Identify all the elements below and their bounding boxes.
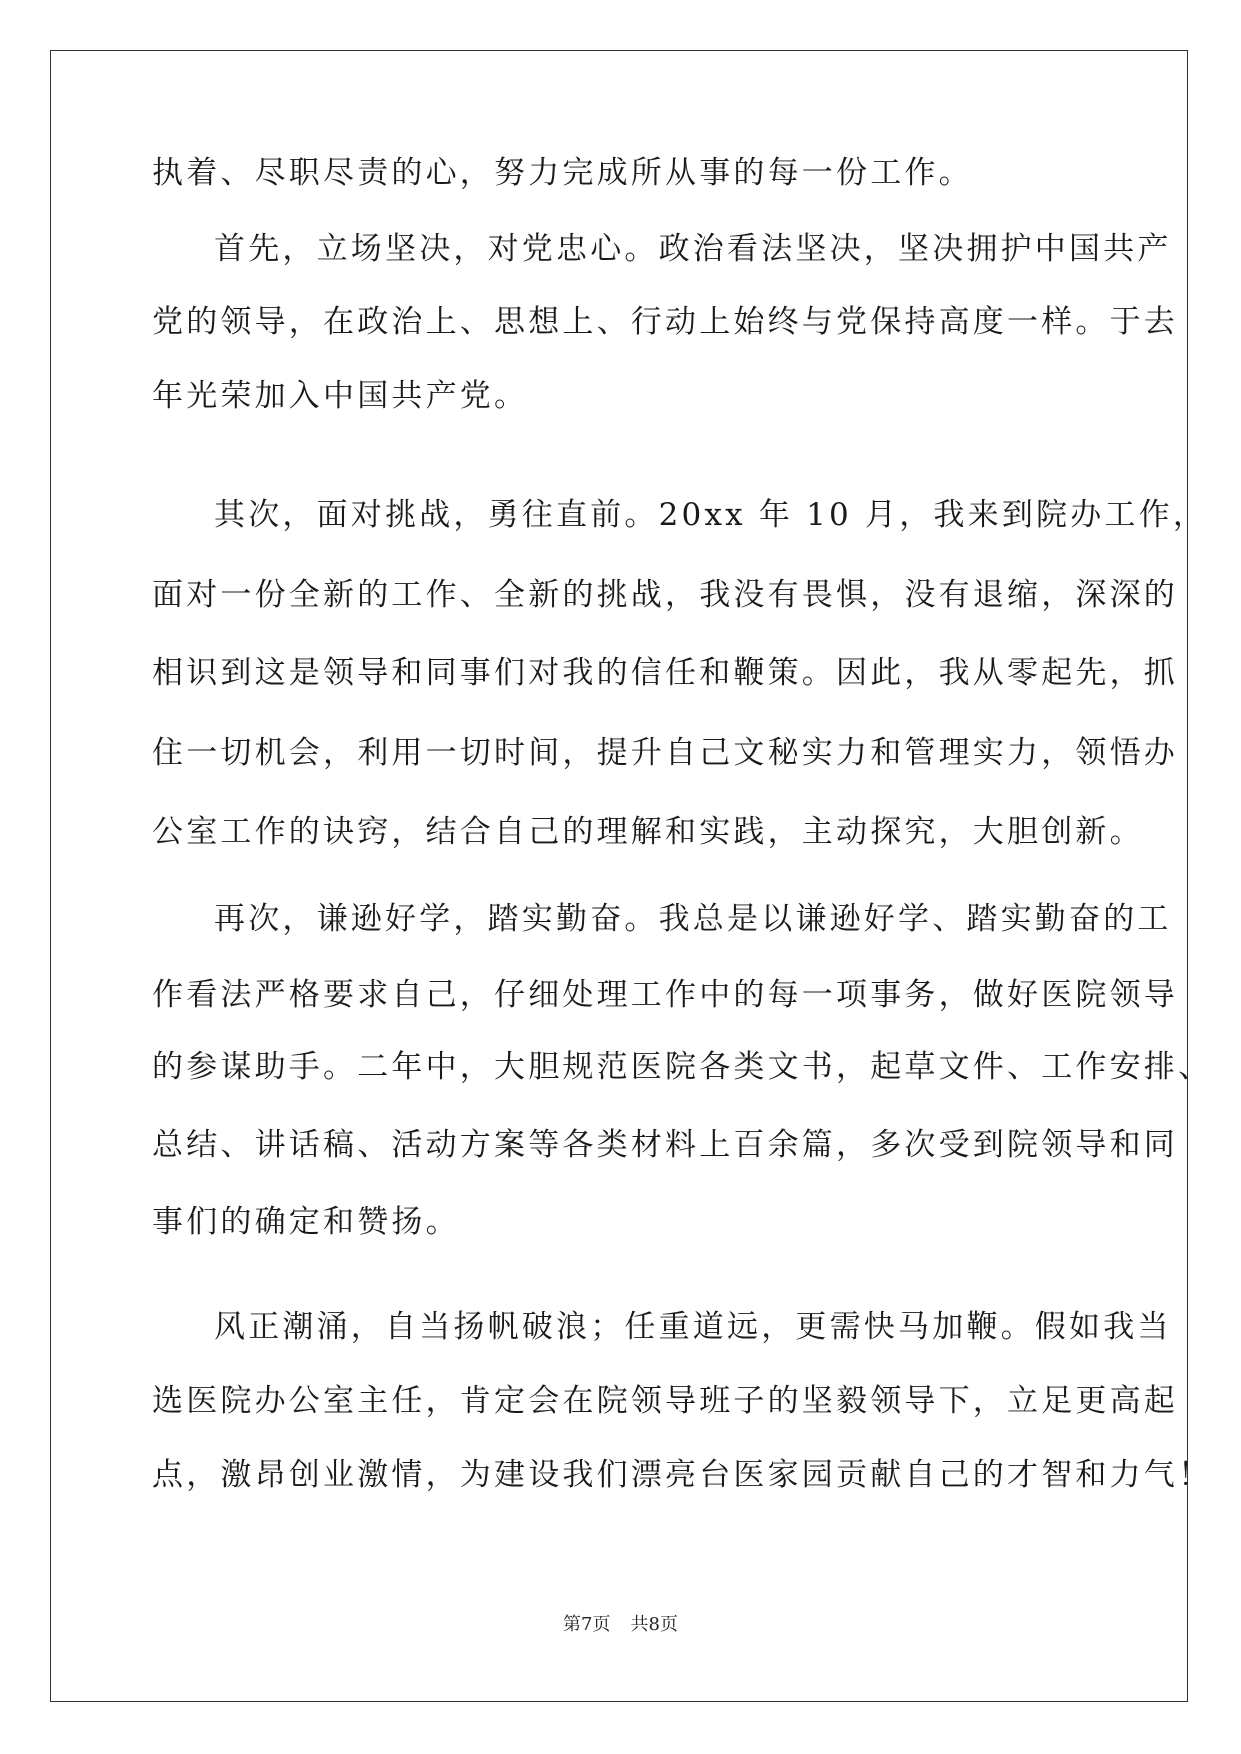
paragraph-line: 年光荣加入中国共产党。 xyxy=(152,378,529,414)
paragraph-line: 再次，谦逊好学，踏实勤奋。我总是以谦逊好学、踏实勤奋的工 xyxy=(214,901,1172,937)
paragraph-line: 首先，立场坚决，对党忠心。政治看法坚决，坚决拥护中国共产 xyxy=(214,231,1172,267)
paragraph-line: 面对一份全新的工作、全新的挑战，我没有畏惧，没有退缩，深深的 xyxy=(152,577,1178,613)
paragraph-line: 住一切机会，利用一切时间，提升自己文秘实力和管理实力，领悟办 xyxy=(152,735,1178,771)
page-number-total: 共8页 xyxy=(630,1614,678,1635)
paragraph-line: 事们的确定和赞扬。 xyxy=(152,1204,460,1240)
page-number-current: 第7页 xyxy=(563,1614,611,1635)
page-footer xyxy=(0,1610,1241,1636)
paragraph-line: 执着、尽职尽责的心，努力完成所从事的每一份工作。 xyxy=(152,155,973,191)
paragraph-line: 选医院办公室主任，肯定会在院领导班子的坚毅领导下，立足更高起 xyxy=(152,1383,1178,1419)
paragraph-line: 党的领导，在政治上、思想上、行动上始终与党保持高度一样。于去 xyxy=(152,304,1178,340)
paragraph-line: 点，激昂创业激情，为建设我们漂亮台医家园贡献自己的才智和力气！ xyxy=(152,1457,1213,1493)
paragraph-line: 风正潮涌，自当扬帆破浪；任重道远，更需快马加鞭。假如我当 xyxy=(214,1309,1172,1345)
paragraph-line: 其次，面对挑战，勇往直前。20xx 年 10 月，我来到院办工作， xyxy=(214,497,1208,533)
paragraph-line: 的参谋助手。二年中，大胆规范医院各类文书，起草文件、工作安排、 xyxy=(152,1049,1213,1085)
paragraph-line: 相识到这是领导和同事们对我的信任和鞭策。因此，我从零起先，抓 xyxy=(152,655,1178,691)
page-border xyxy=(50,50,1188,1702)
paragraph-line: 作看法严格要求自己，仔细处理工作中的每一项事务，做好医院领导 xyxy=(152,977,1178,1013)
paragraph-line: 总结、讲话稿、活动方案等各类材料上百余篇，多次受到院领导和同 xyxy=(152,1127,1178,1163)
paragraph-line: 公室工作的诀窍，结合自己的理解和实践，主动探究，大胆创新。 xyxy=(152,814,1144,850)
